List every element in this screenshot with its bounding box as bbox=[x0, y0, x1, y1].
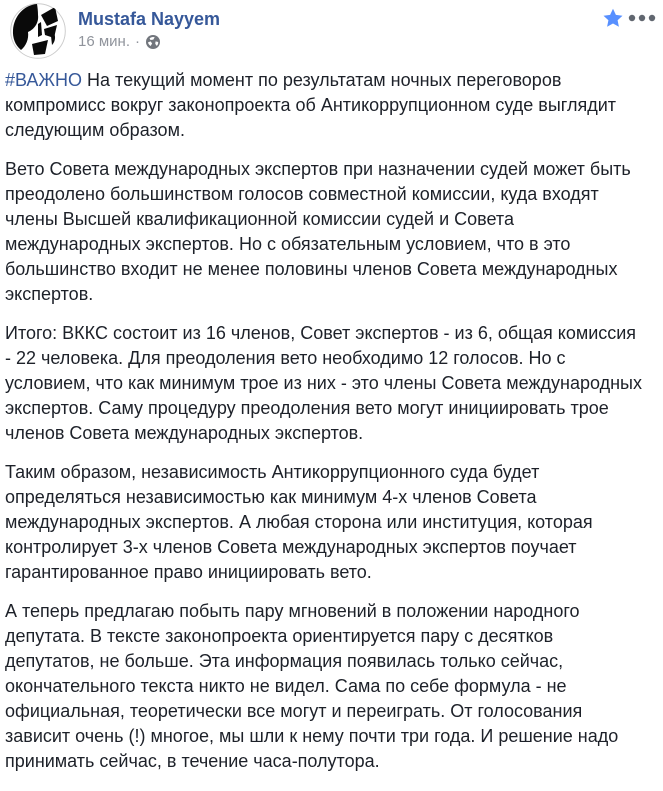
header-actions bbox=[603, 8, 656, 28]
star-icon[interactable] bbox=[603, 8, 623, 28]
header-text-block bbox=[78, 8, 220, 51]
author-name-link[interactable]: Mustafa Nayyem bbox=[78, 9, 221, 29]
post-paragraph-3: Итого: ВККС состоит из 16 членов, Совет экспертов - из 6, общая комиссия - 22 человека. Для преодоления вето необходимо 12 голосов. Но с условием, что как минимум трое из них - это члены Совета международных экспертов. Саму процедуру преодоления вето могут инициировать трое членов Совета международных экспертов. bbox=[5, 323, 642, 443]
paragraph-1-text: На текущий момент по результатам ночных переговоров компромисс вокруг законопроекта об Антикоррупционном суде выглядит следующим образом. bbox=[5, 70, 616, 140]
avatar-mask-image bbox=[10, 3, 66, 59]
hashtag-link[interactable]: #ВАЖНО bbox=[5, 70, 83, 90]
post-header bbox=[0, 0, 663, 62]
privacy-globe-icon bbox=[145, 34, 161, 50]
avatar[interactable] bbox=[10, 3, 66, 59]
post-paragraph-2: Вето Совета международных экспертов при назначении судей может быть преодолено большинством голосов совместной комиссии, куда входят члены Высшей квалификационной комиссии судей и Совета международных экспертов. Но с обязательным условием, что в это большинство входит не менее половины членов Совета международных экспертов. bbox=[5, 159, 631, 304]
post-paragraph-4: Таким образом, независимость Антикоррупционного суда будет определяться независимостью как минимум 4-х членов Совета международных экспертов. А любая сторона или институция, которая контролирует 3-х членов Совета международных экспертов поучает гарантированное право инициировать вето. bbox=[5, 462, 593, 582]
post-body-text bbox=[0, 62, 663, 774]
post-paragraph-5: А теперь предлагаю побыть пару мгновений в положении народного депутата. В тексте законопроекта ориентируется пару с десятков депутатов, не больше. Эта информация появилась только сейчас, окончательного текста никто не видел. Сама по себе формула - не официальная, теоретически все могут и переиграть. От голосования зависит очень (!) многое, мы шли к нему почти три года. И решение надо принимать сейчас, в течение часа-полутора. bbox=[5, 601, 619, 771]
meta-separator: · bbox=[135, 33, 140, 50]
post-paragraph-1 bbox=[5, 68, 647, 143]
timestamp-link[interactable]: 16 мин. bbox=[78, 33, 130, 50]
post-meta-row bbox=[78, 33, 220, 51]
more-options-ellipsis-icon[interactable] bbox=[628, 14, 656, 22]
